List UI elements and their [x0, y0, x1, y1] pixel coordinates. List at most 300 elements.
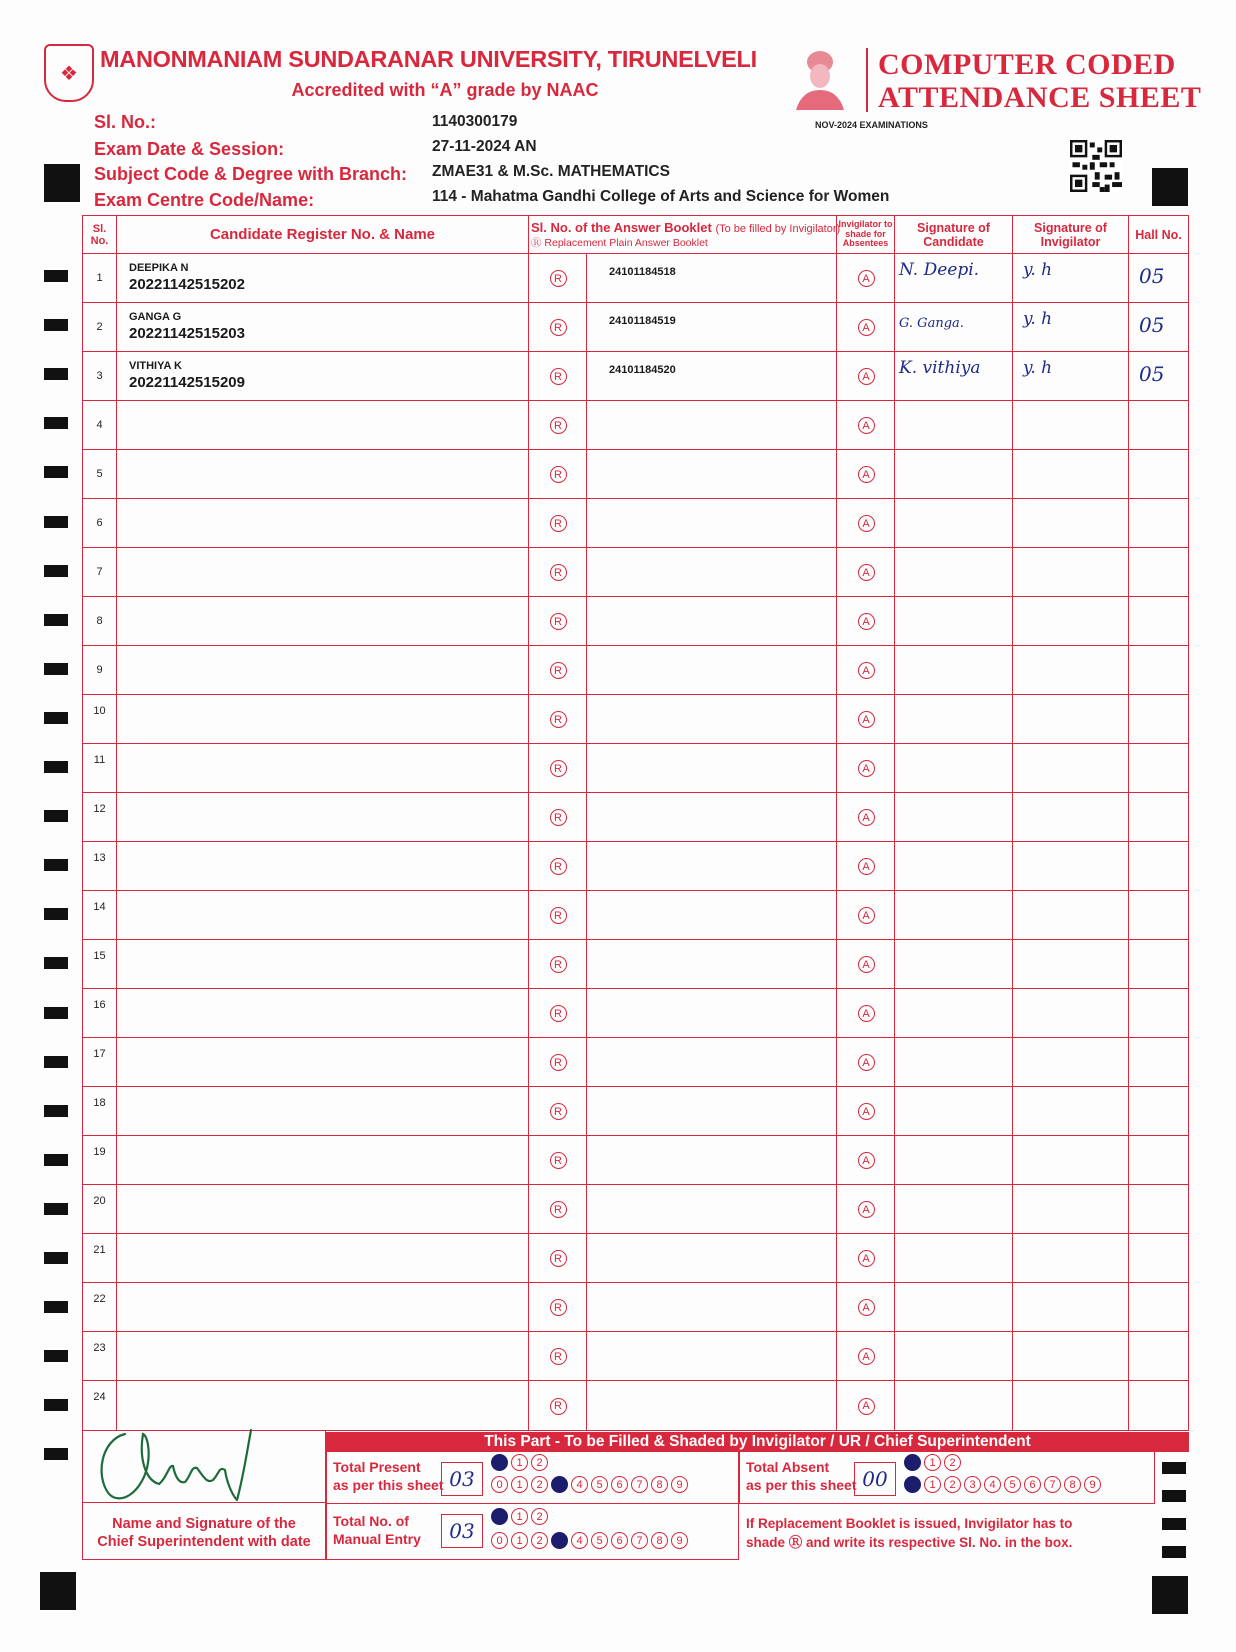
digit-bubble[interactable]: 1 [511, 1454, 528, 1471]
manual-entry-units-bubbles[interactable] [491, 1532, 688, 1549]
replacement-bubble[interactable]: R [550, 1299, 567, 1316]
hall-cell[interactable] [1129, 646, 1188, 694]
booklet-cell[interactable] [587, 1234, 837, 1282]
booklet-cell[interactable] [587, 303, 837, 351]
digit-bubble[interactable]: 1 [924, 1454, 941, 1471]
hall-cell[interactable] [1129, 597, 1188, 645]
row-sl-no: 3 [83, 352, 117, 400]
digit-bubble[interactable]: 2 [531, 1454, 548, 1471]
replacement-cell [529, 744, 587, 792]
timing-mark [44, 417, 68, 429]
digit-bubble[interactable]: 8 [651, 1532, 668, 1549]
digit-bubble[interactable]: 3 [551, 1532, 568, 1549]
absent-bubble[interactable]: A [858, 417, 875, 434]
candidate-signature-cell[interactable] [895, 1283, 1013, 1331]
invigilator-signature-cell[interactable] [1013, 1234, 1129, 1282]
absent-bubble[interactable]: A [858, 858, 875, 875]
timing-mark [44, 1105, 68, 1117]
hall-cell[interactable] [1129, 1185, 1188, 1233]
footer-banner: This Part - To be Filled & Shaded by Invigilator / UR / Chief Superintendent [326, 1432, 1189, 1452]
replacement-bubble[interactable]: R [550, 1250, 567, 1267]
invigilator-signature-cell[interactable] [1013, 1038, 1129, 1086]
candidate-signature-cell[interactable] [895, 401, 1013, 449]
candidate-signature-cell[interactable] [895, 450, 1013, 498]
row-sl-no: 5 [83, 450, 117, 498]
absent-bubble[interactable]: A [858, 1054, 875, 1071]
timing-mark [44, 1448, 68, 1460]
candidate-signature-cell[interactable] [895, 646, 1013, 694]
invigilator-signature-cell[interactable] [1013, 646, 1129, 694]
digit-bubble[interactable]: 0 [491, 1508, 508, 1525]
replacement-bubble[interactable]: R [550, 662, 567, 679]
replacement-bubble[interactable]: R [550, 368, 567, 385]
digit-bubble[interactable]: 6 [611, 1476, 628, 1493]
absent-bubble[interactable]: A [858, 1398, 875, 1415]
row-sl-no: 6 [83, 499, 117, 547]
absent-bubble[interactable]: A [858, 270, 875, 287]
digit-bubble[interactable]: 1 [924, 1476, 941, 1493]
replacement-bubble[interactable]: R [550, 1054, 567, 1071]
candidate-signature-cell[interactable] [895, 940, 1013, 988]
candidate-signature-cell[interactable] [895, 1185, 1013, 1233]
absent-bubble[interactable]: A [858, 368, 875, 385]
replacement-bubble[interactable]: R [550, 1005, 567, 1022]
row-sl-no: 21 [83, 1234, 117, 1282]
timing-mark [44, 810, 68, 822]
replacement-bubble[interactable]: R [550, 613, 567, 630]
sl-no-label: Sl. No.: [94, 112, 156, 132]
candidate-signature-cell[interactable] [895, 1332, 1013, 1380]
replacement-bubble[interactable]: R [550, 858, 567, 875]
digit-bubble[interactable]: 6 [1024, 1476, 1041, 1493]
total-present-tens-bubbles[interactable] [491, 1454, 548, 1471]
replacement-bubble[interactable]: R [550, 711, 567, 728]
total-present-units-bubbles[interactable] [491, 1476, 688, 1493]
replacement-bubble[interactable]: R [550, 466, 567, 483]
digit-bubble[interactable]: 1 [511, 1476, 528, 1493]
candidate-signature-cell[interactable] [895, 1234, 1013, 1282]
absent-cell [837, 1136, 895, 1184]
booklet-cell[interactable] [587, 1332, 837, 1380]
absent-bubble[interactable]: A [858, 319, 875, 336]
digit-bubble[interactable]: 4 [571, 1476, 588, 1493]
booklet-cell[interactable] [587, 989, 837, 1037]
replacement-bubble[interactable]: R [550, 760, 567, 777]
invigilator-signature-cell[interactable] [1013, 793, 1129, 841]
digit-bubble[interactable]: 9 [671, 1532, 688, 1549]
table-row [83, 499, 1188, 548]
replacement-bubble[interactable]: R [550, 515, 567, 532]
absent-bubble[interactable]: A [858, 1103, 875, 1120]
invigilator-signature-cell[interactable] [1013, 499, 1129, 547]
replacement-bubble[interactable]: R [550, 417, 567, 434]
booklet-cell[interactable] [587, 352, 837, 400]
absent-cell [837, 940, 895, 988]
digit-bubble[interactable]: 9 [1084, 1476, 1101, 1493]
sheet-title: COMPUTER CODED ATTENDANCE SHEET [878, 48, 1202, 114]
hall-cell[interactable] [1129, 1136, 1188, 1184]
absent-bubble[interactable]: A [858, 564, 875, 581]
digit-bubble[interactable]: 2 [531, 1476, 548, 1493]
candidate-signature-cell[interactable] [895, 695, 1013, 743]
candidate-name: VITHIYA K [129, 360, 182, 372]
table-row [83, 450, 1188, 499]
row-sl-no: 22 [83, 1283, 117, 1331]
table-row [83, 793, 1188, 842]
booklet-cell[interactable] [587, 1283, 837, 1331]
booklet-number: 24101184518 [609, 266, 676, 278]
candidate-cell [117, 1038, 529, 1086]
date-label: Exam Date & Session: [94, 139, 285, 159]
booklet-cell[interactable] [587, 842, 837, 890]
absent-bubble[interactable]: A [858, 1152, 875, 1169]
row-sl-no: 11 [83, 744, 117, 792]
candidate-register-no: 20221142515202 [129, 276, 245, 293]
absent-cell [837, 352, 895, 400]
total-absent-value[interactable]: 00 [854, 1462, 896, 1496]
replacement-bubble[interactable]: R [550, 1348, 567, 1365]
table-row [83, 842, 1188, 891]
absent-cell [837, 1185, 895, 1233]
hall-cell[interactable] [1129, 1283, 1188, 1331]
table-row [83, 1283, 1188, 1332]
replacement-cell [529, 1234, 587, 1282]
invigilator-signature-cell[interactable] [1013, 1283, 1129, 1331]
booklet-cell[interactable] [587, 1381, 837, 1430]
hall-cell[interactable] [1129, 254, 1188, 302]
replacement-bubble[interactable]: R [550, 1201, 567, 1218]
absent-bubble[interactable]: A [858, 907, 875, 924]
booklet-number: 24101184519 [609, 315, 676, 327]
invigilator-signature-cell[interactable] [1013, 401, 1129, 449]
digit-bubble[interactable]: 1 [511, 1532, 528, 1549]
registration-mark [1152, 168, 1188, 206]
hall-cell[interactable] [1129, 450, 1188, 498]
hall-cell[interactable] [1129, 989, 1188, 1037]
row-sl-no: 16 [83, 989, 117, 1037]
absent-bubble[interactable]: A [858, 956, 875, 973]
digit-bubble[interactable]: 5 [1004, 1476, 1021, 1493]
invigilator-signature-cell[interactable] [1013, 842, 1129, 890]
replacement-cell [529, 1087, 587, 1135]
absent-bubble[interactable]: A [858, 1250, 875, 1267]
candidate-signature-cell[interactable] [895, 597, 1013, 645]
candidate-cell [117, 450, 529, 498]
table-row [83, 352, 1188, 401]
candidate-cell [117, 254, 529, 302]
hall-cell[interactable] [1129, 891, 1188, 939]
candidate-cell [117, 891, 529, 939]
invigilator-signature-cell[interactable] [1013, 989, 1129, 1037]
invigilator-signature-cell[interactable] [1013, 1381, 1129, 1430]
col-sig-invigilator-header: Signature of Invigilator [1013, 216, 1129, 253]
hall-cell[interactable] [1129, 793, 1188, 841]
chief-superintendent-box [82, 1430, 326, 1560]
digit-bubble[interactable]: 3 [964, 1476, 981, 1493]
digit-bubble[interactable]: 5 [591, 1476, 608, 1493]
digit-bubble[interactable]: 6 [611, 1532, 628, 1549]
absent-cell [837, 1038, 895, 1086]
table-row [83, 1087, 1188, 1136]
candidate-signature-cell[interactable] [895, 499, 1013, 547]
replacement-cell [529, 891, 587, 939]
replacement-bubble[interactable]: R [550, 564, 567, 581]
timing-mark [44, 1301, 68, 1313]
replacement-bubble[interactable]: R [550, 956, 567, 973]
booklet-cell[interactable] [587, 1136, 837, 1184]
timing-mark [44, 957, 68, 969]
row-sl-no: 15 [83, 940, 117, 988]
candidate-signature-cell[interactable] [895, 254, 1013, 302]
booklet-cell[interactable] [587, 597, 837, 645]
candidate-cell [117, 744, 529, 792]
candidate-signature: G. Ganga. [899, 316, 964, 331]
candidate-signature-cell[interactable] [895, 1381, 1013, 1430]
candidate-signature-cell[interactable] [895, 744, 1013, 792]
chief-superintendent-caption: Name and Signature of the Chief Superintendent with date [97, 1516, 311, 1550]
absent-cell [837, 1283, 895, 1331]
absent-cell [837, 1381, 895, 1430]
invigilator-signature-cell[interactable] [1013, 352, 1129, 400]
invigilator-signature-cell[interactable] [1013, 548, 1129, 596]
digit-bubble[interactable]: 2 [944, 1476, 961, 1493]
digit-bubble[interactable]: 1 [511, 1508, 528, 1525]
absent-bubble[interactable]: A [858, 760, 875, 777]
candidate-signature-cell[interactable] [895, 1038, 1013, 1086]
absent-cell [837, 548, 895, 596]
invigilator-signature-cell[interactable] [1013, 1185, 1129, 1233]
hall-cell[interactable] [1129, 352, 1188, 400]
hall-cell[interactable] [1129, 1038, 1188, 1086]
hall-cell[interactable] [1129, 940, 1188, 988]
hall-cell[interactable] [1129, 548, 1188, 596]
total-absent-tens-bubbles[interactable] [904, 1454, 961, 1471]
divider [83, 1502, 325, 1503]
row-sl-no: 20 [83, 1185, 117, 1233]
booklet-cell[interactable] [587, 401, 837, 449]
row-sl-no: 2 [83, 303, 117, 351]
col-booklet-header: Sl. No. of the Answer Booklet (To be filled by Invigilator) Ⓡ Replacement Plain Answer Booklet [529, 216, 837, 253]
replacement-cell [529, 499, 587, 547]
invigilator-signature-cell[interactable] [1013, 1332, 1129, 1380]
candidate-cell [117, 940, 529, 988]
manual-entry-value[interactable]: 03 [441, 1514, 483, 1548]
absent-cell [837, 401, 895, 449]
candidate-cell [117, 989, 529, 1037]
replacement-cell [529, 597, 587, 645]
booklet-cell[interactable] [587, 548, 837, 596]
replacement-bubble[interactable]: R [550, 809, 567, 826]
invigilator-signature-cell[interactable] [1013, 303, 1129, 351]
booklet-cell[interactable] [587, 1038, 837, 1086]
candidate-cell [117, 695, 529, 743]
replacement-cell [529, 548, 587, 596]
booklet-cell[interactable] [587, 450, 837, 498]
digit-bubble[interactable]: 0 [491, 1476, 508, 1493]
table-row [83, 989, 1188, 1038]
replacement-cell [529, 254, 587, 302]
invigilator-signature-cell[interactable] [1013, 940, 1129, 988]
booklet-cell[interactable] [587, 891, 837, 939]
digit-bubble[interactable]: 2 [944, 1454, 961, 1471]
hall-cell[interactable] [1129, 401, 1188, 449]
hall-cell[interactable] [1129, 1332, 1188, 1380]
hall-cell[interactable] [1129, 303, 1188, 351]
registration-mark [1152, 1576, 1188, 1614]
replacement-cell [529, 303, 587, 351]
university-name: MANONMANIAM SUNDARANAR UNIVERSITY, TIRUNELVELI [100, 46, 757, 72]
absent-bubble[interactable]: A [858, 809, 875, 826]
absent-bubble[interactable]: A [858, 466, 875, 483]
hall-cell[interactable] [1129, 695, 1188, 743]
candidate-register-no: 20221142515209 [129, 374, 245, 391]
candidate-name: GANGA G [129, 311, 182, 323]
candidate-signature-cell[interactable] [895, 1136, 1013, 1184]
manual-entry-label: Total No. of Manual Entry [333, 1513, 421, 1547]
invigilator-signature-cell[interactable] [1013, 891, 1129, 939]
hall-cell[interactable] [1129, 842, 1188, 890]
absent-bubble[interactable]: A [858, 515, 875, 532]
portrait-icon [792, 46, 848, 110]
hall-number: 05 [1139, 362, 1165, 386]
total-present-value[interactable]: 03 [441, 1462, 483, 1496]
absent-bubble[interactable]: A [858, 1348, 875, 1365]
booklet-cell[interactable] [587, 1087, 837, 1135]
table-row [83, 254, 1188, 303]
invigilator-signature-cell[interactable] [1013, 597, 1129, 645]
replacement-bubble[interactable]: R [550, 270, 567, 287]
table-header [83, 216, 1188, 254]
digit-bubble[interactable]: 3 [551, 1476, 568, 1493]
booklet-cell[interactable] [587, 254, 837, 302]
candidate-cell [117, 303, 529, 351]
candidate-signature-cell[interactable] [895, 891, 1013, 939]
candidate-signature-cell[interactable] [895, 793, 1013, 841]
digit-bubble[interactable]: 0 [491, 1454, 508, 1471]
replacement-bubble[interactable]: R [550, 907, 567, 924]
candidate-signature-cell[interactable] [895, 352, 1013, 400]
absent-cell [837, 842, 895, 890]
booklet-cell[interactable] [587, 646, 837, 694]
candidate-signature-cell[interactable] [895, 548, 1013, 596]
qr-code-icon [1070, 140, 1122, 192]
replacement-cell [529, 1381, 587, 1430]
digit-bubble[interactable]: 2 [531, 1508, 548, 1525]
booklet-cell[interactable] [587, 793, 837, 841]
replacement-bubble[interactable]: R [550, 1398, 567, 1415]
absent-cell [837, 646, 895, 694]
invigilator-signature-cell[interactable] [1013, 744, 1129, 792]
table-row [83, 1136, 1188, 1185]
absent-cell [837, 303, 895, 351]
candidate-cell [117, 1185, 529, 1233]
booklet-cell[interactable] [587, 499, 837, 547]
timing-mark [44, 368, 68, 380]
digit-bubble[interactable]: 7 [1044, 1476, 1061, 1493]
candidate-cell [117, 1087, 529, 1135]
replacement-cell [529, 940, 587, 988]
digit-bubble[interactable]: 5 [591, 1532, 608, 1549]
digit-bubble[interactable]: 4 [571, 1532, 588, 1549]
digit-bubble[interactable]: 9 [671, 1476, 688, 1493]
total-absent-label: Total Absent as per this sheet [746, 1459, 857, 1493]
candidate-signature-cell[interactable] [895, 303, 1013, 351]
candidate-signature: K. vithiya [899, 358, 981, 378]
digit-bubble[interactable]: 0 [491, 1532, 508, 1549]
replacement-cell [529, 989, 587, 1037]
timing-mark [44, 1154, 68, 1166]
row-sl-no: 14 [83, 891, 117, 939]
absent-cell [837, 989, 895, 1037]
digit-bubble[interactable]: 0 [904, 1454, 921, 1471]
candidate-cell [117, 352, 529, 400]
digit-bubble[interactable]: 8 [651, 1476, 668, 1493]
absent-cell [837, 597, 895, 645]
replacement-cell [529, 793, 587, 841]
hall-cell[interactable] [1129, 499, 1188, 547]
subject-label: Subject Code & Degree with Branch: [94, 164, 408, 184]
invigilator-signature-cell[interactable] [1013, 254, 1129, 302]
candidate-signature-cell[interactable] [895, 989, 1013, 1037]
absent-bubble[interactable]: A [858, 711, 875, 728]
digit-bubble[interactable]: 4 [984, 1476, 1001, 1493]
replacement-cell [529, 352, 587, 400]
subject-value: ZMAE31 & M.Sc. MATHEMATICS [432, 163, 670, 180]
replacement-bubble[interactable]: R [550, 1103, 567, 1120]
candidate-cell [117, 1283, 529, 1331]
hall-cell[interactable] [1129, 1234, 1188, 1282]
invigilator-signature-cell[interactable] [1013, 450, 1129, 498]
hall-cell[interactable] [1129, 744, 1188, 792]
total-absent-units-bubbles[interactable] [904, 1476, 1101, 1493]
timing-mark [44, 1007, 68, 1019]
timing-mark [44, 270, 68, 282]
absent-bubble[interactable]: A [858, 1005, 875, 1022]
candidate-cell [117, 548, 529, 596]
candidate-name: DEEPIKA N [129, 262, 189, 274]
absent-bubble[interactable]: A [858, 1201, 875, 1218]
hall-cell[interactable] [1129, 1381, 1188, 1430]
digit-bubble[interactable]: 0 [904, 1476, 921, 1493]
candidate-cell [117, 1332, 529, 1380]
hall-cell[interactable] [1129, 1087, 1188, 1135]
booklet-cell[interactable] [587, 940, 837, 988]
booklet-cell[interactable] [587, 695, 837, 743]
candidate-signature-cell[interactable] [895, 842, 1013, 890]
row-sl-no: 1 [83, 254, 117, 302]
absent-cell [837, 793, 895, 841]
replacement-bubble[interactable]: R [550, 1152, 567, 1169]
absent-bubble[interactable]: A [858, 1299, 875, 1316]
invigilator-signature-cell[interactable] [1013, 1087, 1129, 1135]
booklet-cell[interactable] [587, 744, 837, 792]
digit-bubble[interactable]: 7 [631, 1476, 648, 1493]
invigilator-signature-cell[interactable] [1013, 1136, 1129, 1184]
digit-bubble[interactable]: 2 [531, 1532, 548, 1549]
booklet-cell[interactable] [587, 1185, 837, 1233]
absent-bubble[interactable]: A [858, 662, 875, 679]
invigilator-signature-cell[interactable] [1013, 695, 1129, 743]
candidate-cell [117, 646, 529, 694]
candidate-signature-cell[interactable] [895, 1087, 1013, 1135]
row-sl-no: 12 [83, 793, 117, 841]
digit-bubble[interactable]: 8 [1064, 1476, 1081, 1493]
digit-bubble[interactable]: 7 [631, 1532, 648, 1549]
manual-entry-tens-bubbles[interactable] [491, 1508, 548, 1525]
absent-bubble[interactable]: A [858, 613, 875, 630]
replacement-bubble[interactable]: R [550, 319, 567, 336]
timing-mark [44, 319, 68, 331]
